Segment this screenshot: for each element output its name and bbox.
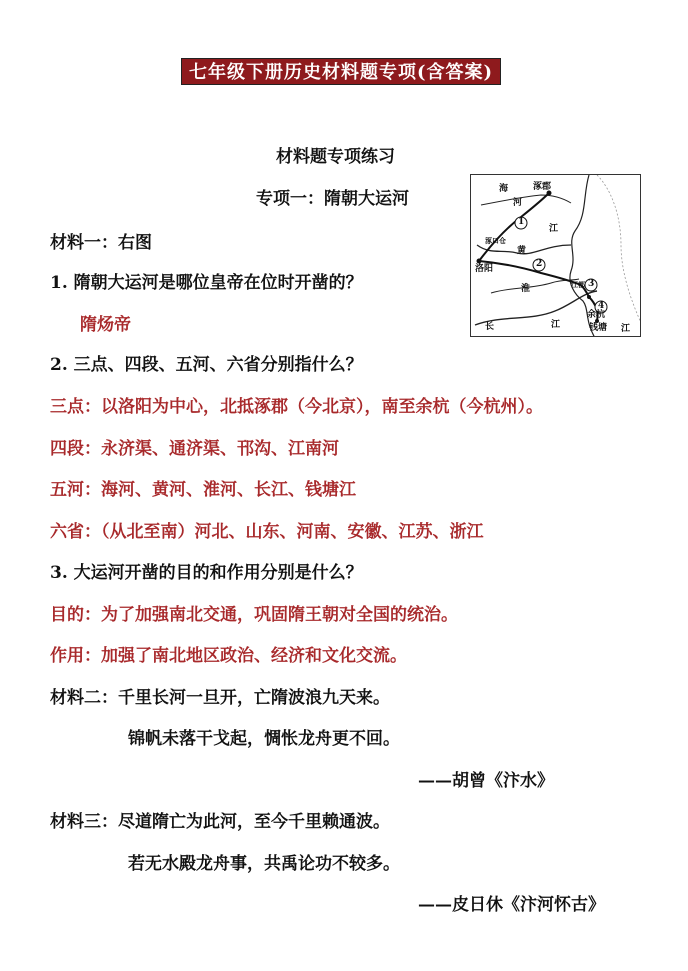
- map-label-chang: 长: [485, 322, 495, 332]
- map-label-huang: 黄: [517, 246, 527, 256]
- map-drawing: [471, 175, 641, 337]
- map-label-huai: 淮: [521, 284, 531, 294]
- grand-canal-map: [470, 174, 641, 337]
- map-marker-1: 1: [518, 217, 525, 227]
- answer-3-effect: 作用：加强了南北地区政治、经济和文化交流。: [50, 646, 407, 666]
- material-3-line-1: 材料三：尽道隋亡为此河，至今千里赖通波。: [50, 812, 390, 832]
- map-label-qiantang: 钱塘: [589, 323, 608, 333]
- map-label-cang: 涿口仓: [485, 236, 506, 245]
- map-label-jiangdu: 江都: [571, 280, 585, 289]
- map-label-he: 河: [513, 198, 523, 208]
- map-label-jiang-right: 江: [621, 324, 631, 334]
- answer-3-purpose: 目的：为了加强南北交通，巩固隋王朝对全国的统治。: [50, 605, 458, 625]
- material-2-line-2: 锦帆未落干戈起，惆怅龙舟更不回。: [128, 729, 400, 749]
- answer-2-provinces: 六省：（从北至南）河北、山东、河南、安徽、江苏、浙江: [50, 522, 484, 542]
- question-3: 3. 大运河开凿的目的和作用分别是什么？: [50, 563, 363, 583]
- answer-2-sections: 四段：永济渠、通济渠、邗沟、江南河: [50, 439, 339, 459]
- map-label-zhuojun: 涿郡: [533, 182, 552, 192]
- material-3-line-2: 若无水殿龙舟事，共禹论功不较多。: [128, 854, 400, 874]
- map-marker-3: 3: [588, 279, 595, 289]
- map-label-luoyang: 洛阳: [475, 264, 494, 274]
- question-2: 2. 三点、四段、五河、六省分别指什么？: [50, 355, 363, 375]
- answer-2-points: 三点：以洛阳为中心，北抵涿郡（今北京），南至余杭（今杭州）。: [50, 397, 543, 417]
- section-title: 材料题专项练习: [276, 147, 395, 167]
- material-2-source: ——胡曾《汴水》: [418, 771, 554, 791]
- material-1-label: 材料一：右图: [50, 233, 152, 253]
- map-label-jiang-low: 江: [551, 320, 561, 330]
- map-label-hai: 海: [499, 184, 509, 194]
- answer-1: 隋炀帝: [80, 315, 131, 335]
- answer-2-rivers: 五河：海河、黄河、淮河、长江、钱塘江: [50, 480, 356, 500]
- map-marker-2: 2: [536, 259, 543, 269]
- map-label-yuhang: 余杭: [587, 310, 606, 320]
- map-marker-4: 4: [598, 301, 605, 311]
- document-banner: 七年级下册历史材料题专项(含答案): [181, 58, 501, 85]
- material-2-line-1: 材料二：千里长河一旦开，亡隋波浪九天来。: [50, 688, 390, 708]
- material-3-source: ——皮日休《汴河怀古》: [418, 895, 605, 915]
- map-label-jiang-mid: 江: [549, 224, 559, 234]
- section-subtitle: 专项一：隋朝大运河: [256, 189, 409, 209]
- question-1: 1. 隋朝大运河是哪位皇帝在位时开凿的？: [50, 273, 363, 293]
